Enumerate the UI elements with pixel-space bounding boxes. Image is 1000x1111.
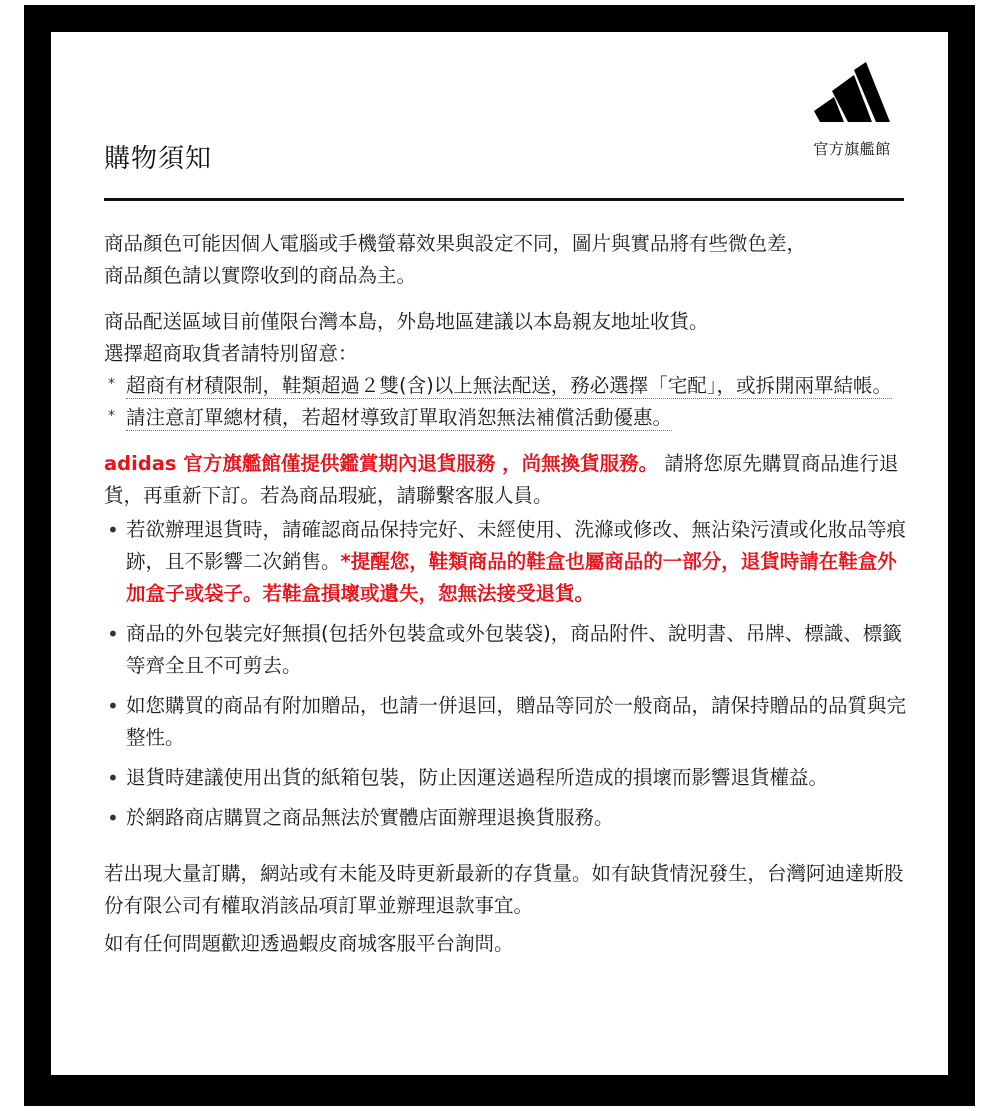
color-notice <box>104 228 910 292</box>
dot-bullet-icon: • <box>107 518 119 542</box>
brand-name: adidas <box>104 452 177 475</box>
list-item <box>104 690 910 754</box>
list-item <box>104 514 910 610</box>
asterisk-bullet-icon: * <box>108 408 115 424</box>
list-item <box>104 370 910 402</box>
dot-bullet-icon: • <box>107 622 119 646</box>
shipping-line-2: 選擇超商取貨者請特別留意： <box>104 342 358 365</box>
returns-bullets <box>104 514 910 834</box>
list-item <box>104 802 910 834</box>
returns-headline: 官方旗艦館僅提供鑑賞期內退貨服務 ，尚無換貨服務。 <box>176 452 659 475</box>
asterisk-bullet-icon: * <box>108 376 115 392</box>
returns-bullet-text: 如您購買的商品有附加贈品，也請一併退回，贈品等同於一般商品，請保持贈品的品質與完整性。 <box>126 694 907 749</box>
store-label: 官方旗艦館 <box>813 140 891 158</box>
returns-bullet-text: 商品的外包裝完好無損(包括外包裝盒或外包裝袋)，商品附件、說明書、吊牌、標識、標籤等齊全且不可剪去。 <box>126 622 902 677</box>
dot-bullet-icon: • <box>107 694 119 718</box>
returns-bullet-text: 退貨時建議使用出貨的紙箱包裝，防止因運送過程所造成的損壞而影響退貨權益。 <box>126 766 829 789</box>
shipping-bullet-text: 請注意訂單總材積，若超材導致訂單取消恕無法補償活動優惠。 <box>126 406 673 429</box>
list-item <box>104 402 910 434</box>
returns-bullet-text: 若欲辦理退貨時，請確認商品保持完好、未經使用、洗滌或修改、無沾染污漬或化妝品等痕跡，且不影響二次銷售。 <box>126 518 907 573</box>
color-notice-line-2: 商品顏色請以實際收到的商品為主。 <box>104 264 417 287</box>
contact-notice: 如有任何問題歡迎透過蝦皮商城客服平台詢問。 <box>104 932 514 955</box>
header-divider <box>104 198 904 201</box>
shipping-bullets <box>104 370 910 434</box>
returns-policy <box>104 448 910 834</box>
adidas-three-bars-icon <box>814 62 890 122</box>
dot-bullet-icon: • <box>107 806 119 830</box>
color-notice-line-1: 商品顏色可能因個人電腦或手機螢幕效果與設定不同，圖片與實品將有些微色差， <box>104 232 807 255</box>
shipping-bullet-text: 超商有材積限制，鞋類超過２雙(含)以上無法配送，務必選擇「宅配」，或拆開兩單結帳。 <box>126 374 892 397</box>
stock-notice: 若出現大量訂購，網站或有未能及時更新最新的存貨量。如有缺貨情況發生，台灣阿迪達斯股份有限公司有權取消該品項訂單並辦理退款事宜。 <box>104 862 904 917</box>
list-item <box>104 618 910 682</box>
shipping-notice <box>104 306 910 434</box>
page-title: 購物須知 <box>104 144 213 174</box>
shoebox-warning: *提醒您，鞋類商品的鞋盒也屬商品的一部分，退貨時請在鞋盒外加盒子或袋子。若鞋盒損壞或遺失，恕無法接受退貨。 <box>126 550 897 605</box>
spacer <box>104 848 910 858</box>
list-item <box>104 762 910 794</box>
returns-intro <box>104 448 910 512</box>
dot-bullet-icon: • <box>107 766 119 790</box>
brand-logo <box>800 62 904 162</box>
shipping-line-1: 商品配送區域目前僅限台灣本島，外島地區建議以本島親友地址收貨。 <box>104 310 709 333</box>
returns-intro-text: 請將您原先購買商品進行退貨，再重新下訂。若為商品瑕疵，請聯繫客服人員。 <box>104 452 899 507</box>
returns-bullet-text: 於網路商店購買之商品無法於實體店面辦理退換貨服務。 <box>126 806 614 829</box>
notice-content <box>104 228 910 960</box>
